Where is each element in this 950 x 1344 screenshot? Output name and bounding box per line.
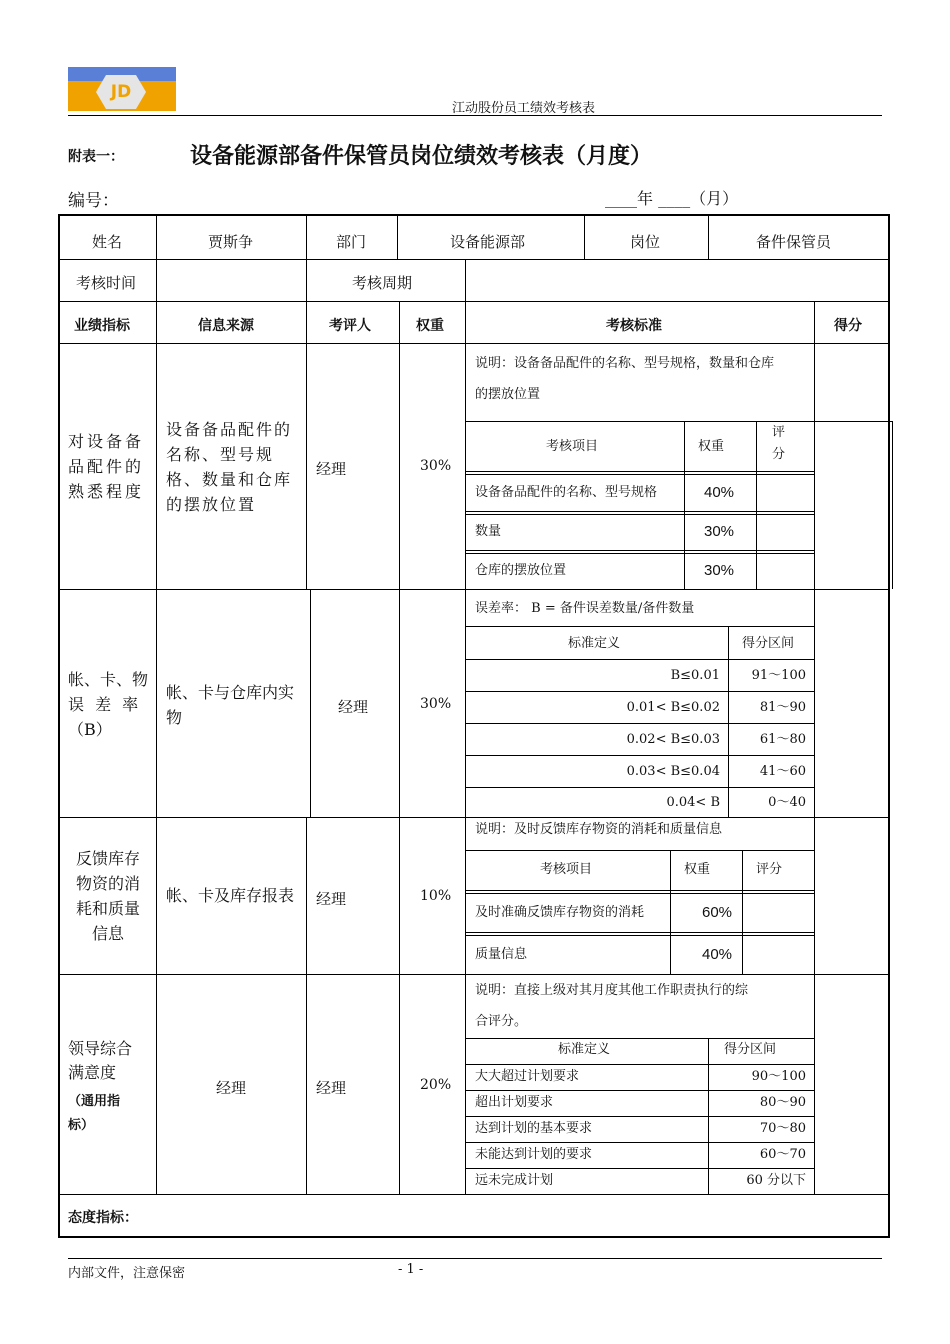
row4-note-2: 合评分。 [475, 1014, 528, 1029]
doc-header-title: 江动股份员工绩效考核表 [452, 101, 596, 116]
row3-reviewer: 经理 [316, 890, 347, 908]
row3-sub-weight-header: 权重 [684, 862, 711, 877]
row2-level-4-range: 41～60 [759, 764, 806, 779]
footer-confidential: 内部文件，注意保密 [68, 1266, 186, 1281]
dept-value: 设备能源部 [450, 233, 526, 251]
row1-sub-weight-header: 权重 [698, 439, 725, 454]
row4-indicator-3: （通用指 [68, 1094, 121, 1109]
row4-level-4: 未能达到计划的要求 [475, 1147, 593, 1162]
row4-level-5-range: 60 分以下 [746, 1173, 806, 1188]
row1-item-3: 仓库的摆放位置 [475, 563, 567, 578]
logo-mark: JD [110, 82, 132, 102]
row1-weight: 30% [420, 458, 452, 474]
row4-weight: 20% [420, 1077, 452, 1093]
name-value: 贾斯争 [208, 233, 254, 251]
row1-sub-score-header: 评分 [772, 425, 786, 462]
col-weight: 权重 [416, 318, 444, 334]
row4-reviewer: 经理 [316, 1079, 347, 1097]
row4-indicator-2: 满意度 [68, 1063, 117, 1082]
row4-level-1-range: 90～100 [751, 1069, 806, 1084]
row3-note: 说明：及时反馈库存物资的消耗和质量信息 [475, 822, 723, 837]
row2-sub-def-header: 标准定义 [568, 636, 621, 651]
header-divider [68, 115, 882, 116]
row2-level-1-range: 91～100 [751, 668, 806, 683]
row2-reviewer: 经理 [338, 698, 369, 716]
row3-item-2-weight: 40% [702, 946, 733, 963]
col-score: 得分 [834, 318, 862, 334]
row3-sub-score-header: 评分 [756, 862, 783, 877]
number-label: 编号： [68, 191, 119, 211]
row1-note-2: 的摆放位置 [475, 387, 541, 402]
row2-level-4: 0.03< B≤0.04 [626, 764, 720, 779]
row4-source: 经理 [216, 1079, 247, 1097]
row2-indicator-3: （B） [68, 720, 112, 739]
row3-item-1: 及时准确反馈库存物资的消耗 [475, 905, 645, 920]
row4-indicator-1: 领导综合 [68, 1039, 133, 1058]
post-label: 岗位 [630, 233, 661, 251]
row2-indicator-1: 帐、卡、物 [68, 670, 149, 689]
row4-level-2-range: 80～90 [759, 1095, 806, 1110]
attitude-label: 态度指标： [68, 1210, 138, 1226]
page-title: 设备能源部备件保管员岗位绩效考核表（月度） [190, 144, 653, 169]
row2-sub-range-header: 得分区间 [742, 636, 795, 651]
row1-item-1-weight: 40% [704, 484, 735, 501]
row4-level-1: 大大超过计划要求 [475, 1069, 580, 1084]
row2-level-5-range: 0～40 [768, 795, 806, 810]
row4-sub-range-header: 得分区间 [724, 1042, 777, 1057]
col-reviewer: 考评人 [329, 318, 371, 334]
review-time-label: 考核时间 [76, 274, 137, 292]
row2-level-1: B≤0.01 [670, 668, 720, 683]
year-month-field: ____年 ____（月） [605, 189, 739, 208]
row4-level-4-range: 60～70 [759, 1147, 806, 1162]
dept-label: 部门 [336, 233, 367, 251]
row2-level-2: 0.01< B≤0.02 [626, 700, 720, 715]
footer-divider [68, 1258, 882, 1259]
row3-item-1-weight: 60% [702, 904, 733, 921]
review-period-label: 考核周期 [352, 274, 413, 292]
row4-note-1: 说明：直接上级对其月度其他工作职责执行的综 [475, 983, 749, 998]
row3-indicator: 反馈库存物资的消耗和质量信息 [75, 849, 140, 943]
row2-level-3-range: 61～80 [759, 732, 806, 747]
appendix-label: 附表一： [68, 149, 124, 165]
row2-indicator-2: 误 差 率 [68, 695, 142, 714]
row2-note: 误差率： B = 备件误差数量/备件数量 [475, 601, 695, 616]
page-number: - 1 - [398, 1262, 424, 1277]
row1-item-2: 数量 [475, 524, 502, 539]
row2-level-2-range: 81～90 [759, 700, 806, 715]
row1-reviewer: 经理 [316, 460, 347, 478]
name-label: 姓名 [92, 233, 123, 251]
row4-level-3-range: 70～80 [759, 1121, 806, 1136]
row1-sub-item-header: 考核项目 [546, 439, 599, 454]
row3-weight: 10% [420, 888, 452, 904]
col-source: 信息来源 [198, 318, 254, 334]
post-value: 备件保管员 [756, 233, 832, 251]
row1-item-3-weight: 30% [704, 562, 735, 579]
row3-source: 帐、卡及库存报表 [166, 886, 295, 905]
row2-level-3: 0.02< B≤0.03 [626, 732, 720, 747]
company-logo [68, 67, 176, 111]
row4-level-3: 达到计划的基本要求 [475, 1121, 593, 1136]
row1-source: 设备备品配件的名称、型号规格、数量和仓库的摆放位置 [166, 420, 293, 514]
row4-level-2: 超出计划要求 [475, 1095, 554, 1110]
col-indicator: 业绩指标 [74, 318, 130, 334]
row4-indicator-4: 标） [68, 1118, 95, 1133]
col-standard: 考核标准 [606, 318, 662, 334]
row2-source: 帐、卡与仓库内实物 [166, 683, 295, 727]
row1-indicator: 对设备备品配件的熟悉程度 [68, 432, 145, 501]
row2-weight: 30% [420, 696, 452, 712]
row1-note-1: 说明：设备备品配件的名称、型号规格，数量和仓库 [475, 356, 775, 371]
row1-item-2-weight: 30% [704, 523, 735, 540]
row4-sub-def-header: 标准定义 [558, 1042, 611, 1057]
row3-sub-item-header: 考核项目 [540, 862, 593, 877]
row1-item-1: 设备备品配件的名称、型号规格 [475, 485, 658, 500]
row3-item-2: 质量信息 [475, 947, 528, 962]
row4-level-5: 远未完成计划 [475, 1173, 554, 1188]
row2-level-5: 0.04< B [666, 795, 720, 810]
